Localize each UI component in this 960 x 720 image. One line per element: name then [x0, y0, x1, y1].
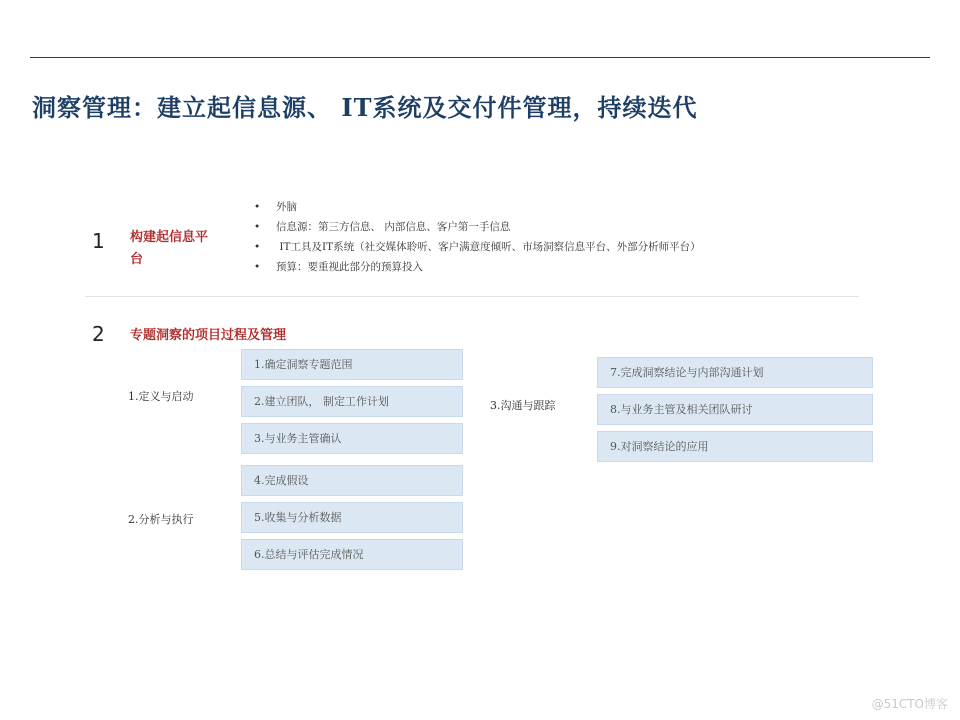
step-box: 8.与业务主管及相关团队研讨 — [597, 394, 873, 425]
step-box: 6.总结与评估完成情况 — [241, 539, 463, 570]
phase-1-label: 1.定义与启动 — [128, 390, 194, 403]
section-1-label: 构建起信息平台 — [130, 230, 209, 267]
section-1-bullet-list — [254, 197, 701, 277]
step-box: 3.与业务主管确认 — [241, 423, 463, 454]
page-title: 洞察管理：建立起信息源、 IT系统及交付件管理，持续迭代 — [32, 93, 698, 122]
bullet-icon: • — [254, 221, 261, 233]
watermark: @51CTO博客 — [871, 697, 948, 711]
step-box: 9.对洞察结论的应用 — [597, 431, 873, 462]
bullet-icon: • — [254, 201, 261, 213]
bullet-item: • 预算：要重视此部分的预算投入 — [254, 257, 701, 277]
step-box: 1.确定洞察专题范围 — [241, 349, 463, 380]
bullet-icon: • — [254, 261, 261, 273]
step-box: 2.建立团队， 制定工作计划 — [241, 386, 463, 417]
step-box: 5.收集与分析数据 — [241, 502, 463, 533]
section-1-number: 1 — [92, 229, 105, 253]
section-2-number: 2 — [92, 322, 105, 346]
bullet-item: • 信息源：第三方信息、 内部信息、客户第一手信息 — [254, 217, 701, 237]
phase-2-label: 2.分析与执行 — [128, 513, 194, 526]
step-box: 7.完成洞察结论与内部沟通计划 — [597, 357, 873, 388]
section-divider — [85, 296, 859, 297]
phase-3-label: 3.沟通与跟踪 — [490, 399, 556, 412]
step-box: 4.完成假设 — [241, 465, 463, 496]
bullet-icon: • — [254, 241, 261, 253]
bullet-item: • 外脑 — [254, 197, 701, 217]
section-2-label: 专题洞察的项目过程及管理 — [130, 328, 287, 343]
top-rule — [30, 57, 930, 58]
bullet-item: • IT工具及IT系统（社交媒体聆听、客户满意度倾听、市场洞察信息平台、外部分析师平台） — [254, 237, 701, 257]
